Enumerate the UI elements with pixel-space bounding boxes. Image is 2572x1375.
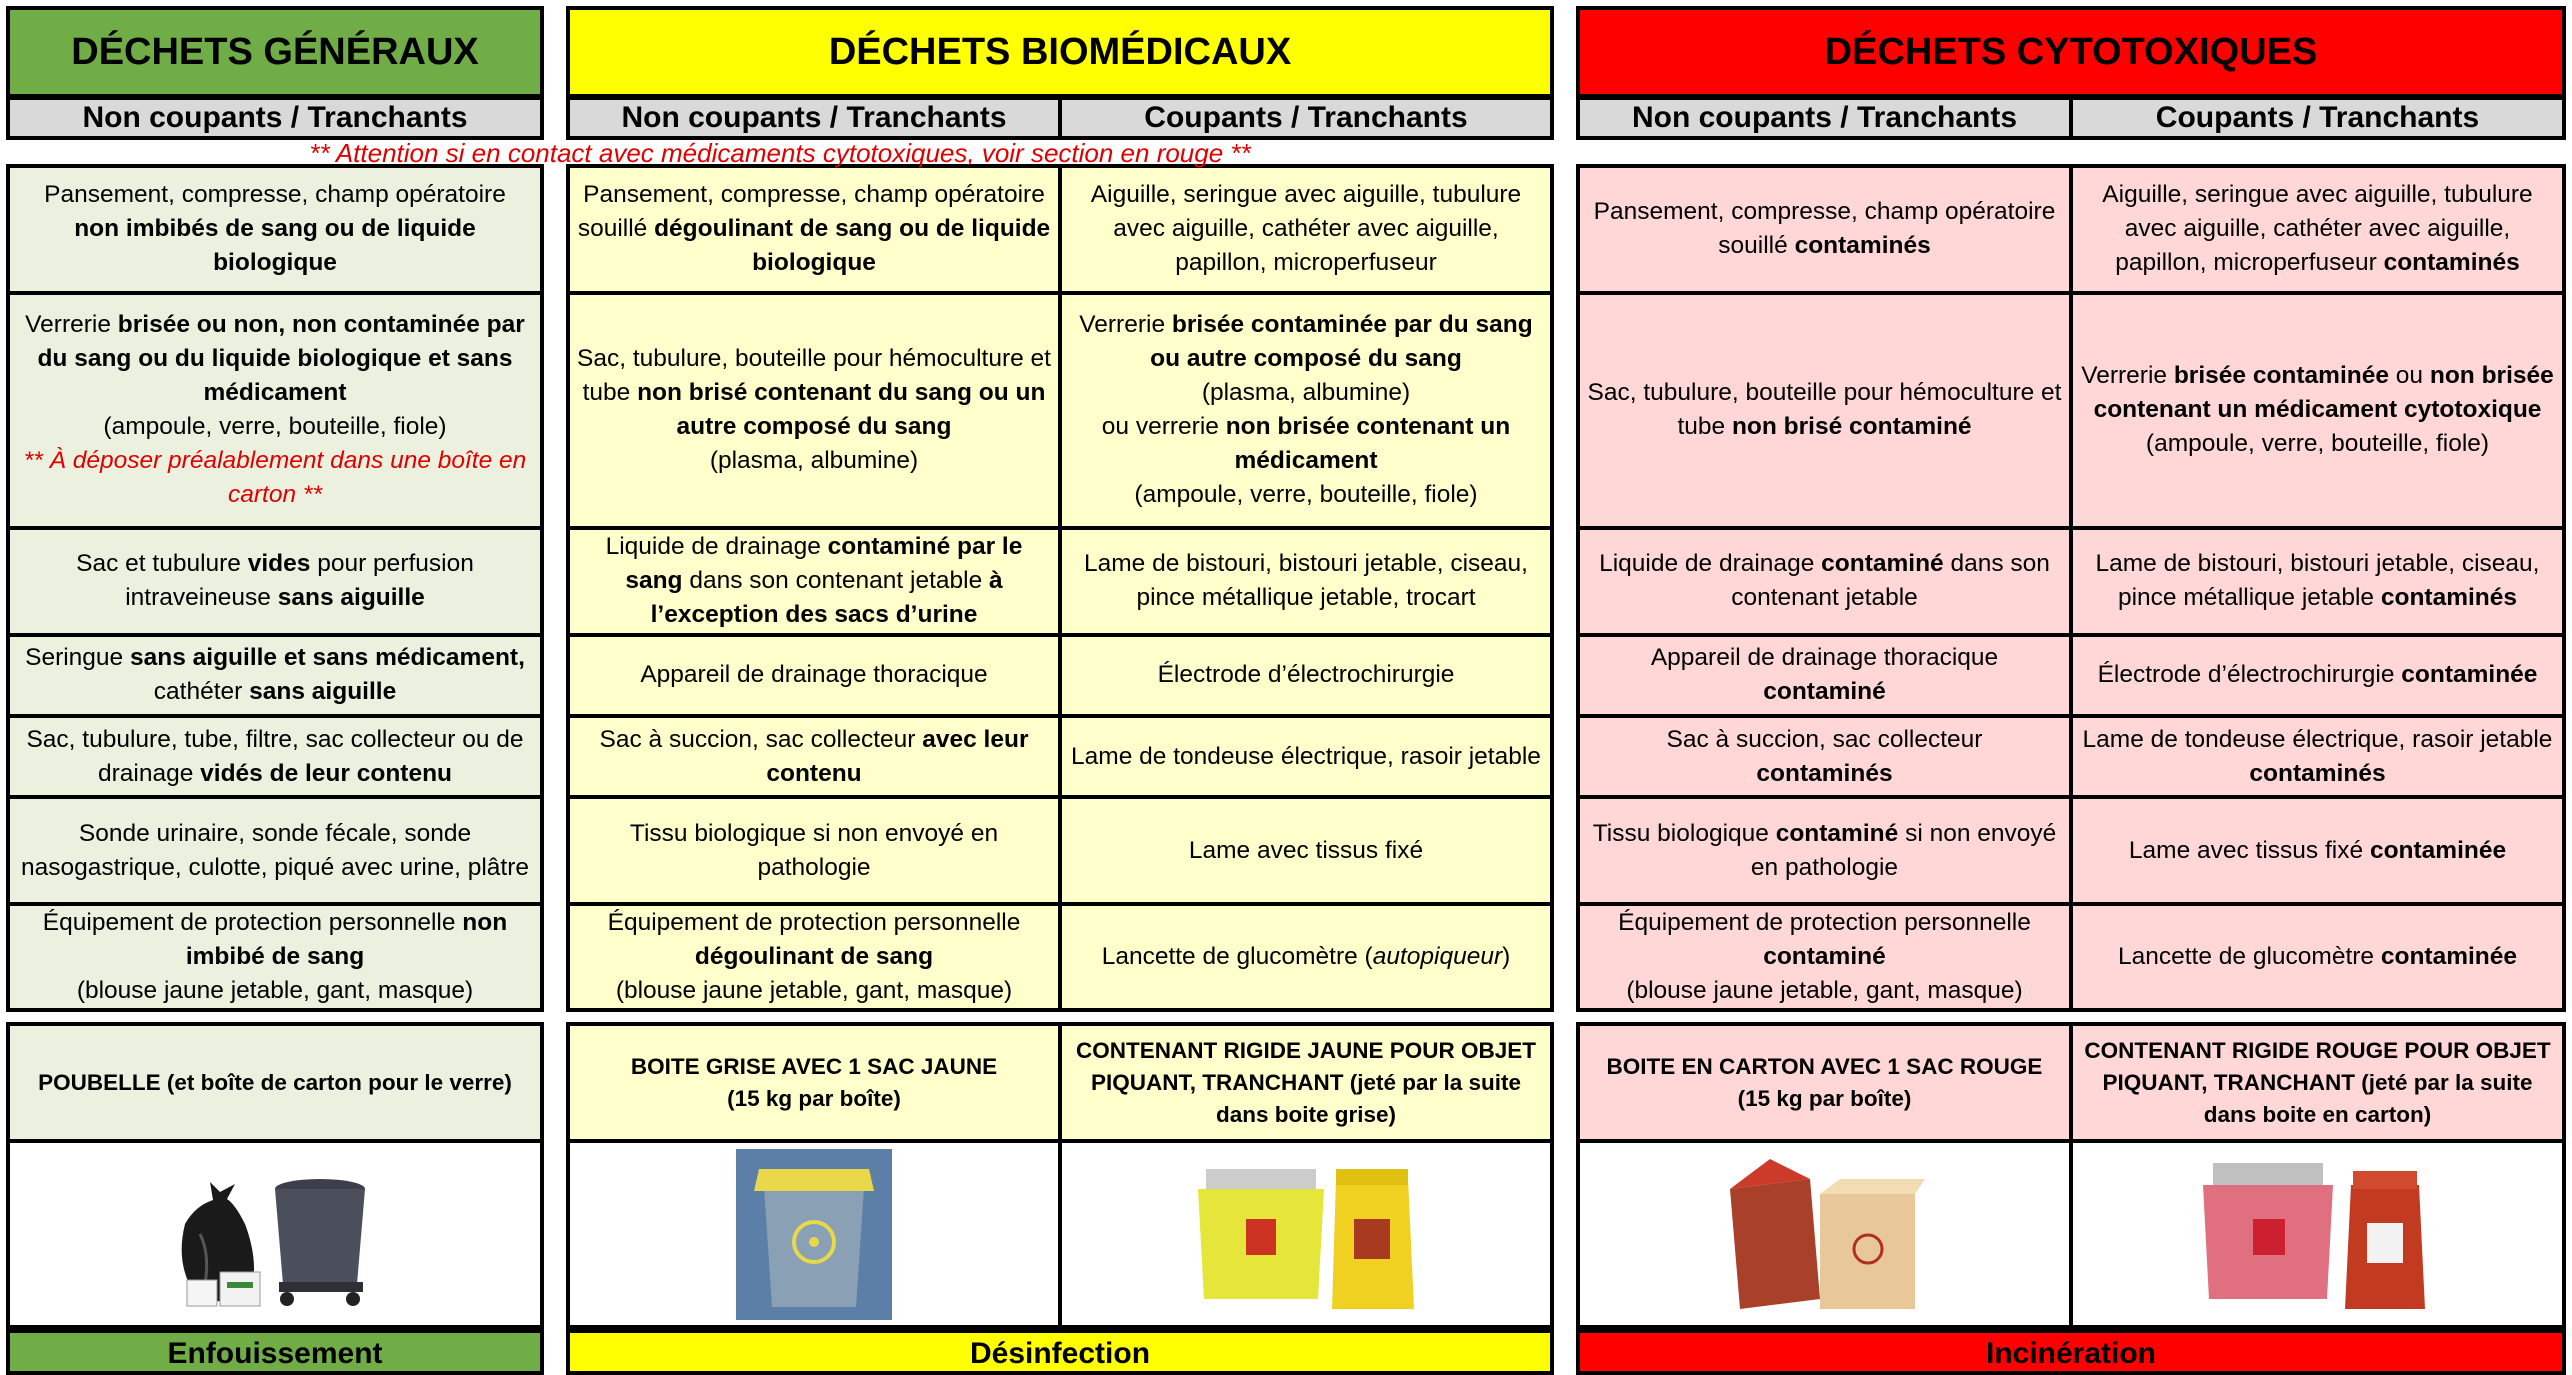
cyto-container: [1576, 1022, 2566, 1143]
general-row: [10, 902, 540, 1008]
bio-items: [566, 164, 1554, 1012]
bio-row: [570, 291, 1550, 526]
bio-sharp-cell: Électrode d’électrochirurgie: [1058, 637, 1550, 714]
cyto-row: [1580, 714, 2562, 795]
cyto-sharp-cell: Lame de bistouri, bistouri jetable, ciseau, pince métallique jetable contaminés: [2069, 530, 2562, 633]
general-row: [10, 168, 540, 291]
cyto-row: [1580, 902, 2562, 1008]
bio-row: [570, 526, 1550, 633]
general-treatment: [6, 1329, 544, 1375]
general-row: [10, 526, 540, 633]
general-cell: Sac, tubulure, tube, filtre, sac collecteur ou de drainage vidés de leur contenu: [26, 725, 524, 787]
cyto-cell: Équipement de protection personnelle contaminé (blouse jaune jetable, gant, masque): [1618, 909, 2031, 1004]
bio-row: [570, 633, 1550, 714]
yellow-sharps-container-image: [1058, 1143, 1550, 1325]
cyto-title: DÉCHETS CYTOTOXIQUES: [1576, 6, 2566, 98]
general-cell: Sac et tubulure vides pour perfusion intraveineuse sans aiguille: [76, 550, 474, 612]
cyto-container-sharps: CONTENANT RIGIDE ROUGE POUR OBJET PIQUANT, TRANCHANT (jeté par la suite dans boite en carton): [2069, 1026, 2562, 1139]
cyto-sharp-cell: Lancette de glucomètre contaminée: [2069, 906, 2562, 1008]
general-image-row: [6, 1139, 544, 1329]
cyto-cell: Tissu biologique contaminé si non envoyé en pathologie: [1592, 819, 2057, 881]
bio-container-box: BOITE GRISE AVEC 1 SAC JAUNE (15 kg par boîte): [630, 1053, 998, 1111]
general-subheader: [6, 96, 544, 140]
cyto-sharp-cell: Lame avec tissus fixé contaminée: [2069, 799, 2562, 902]
cyto-row: [1580, 168, 2562, 291]
cyto-cell: Sac à succion, sac collecteur contaminés: [1666, 725, 1983, 787]
bio-row: [570, 168, 1550, 291]
bio-sharp-cell: Lancette de glucomètre (autopiqueur): [1058, 906, 1550, 1008]
bio-image-row: [566, 1139, 1554, 1329]
general-cell: Pansement, compresse, champ opératoire non imbibés de sang ou de liquide biologique: [44, 181, 506, 277]
general-row: [10, 795, 540, 902]
cyto-row: [1580, 633, 2562, 714]
bio-cell: Appareil de drainage thoracique: [640, 661, 988, 689]
general-cell: Verrerie brisée ou non, non contaminée par du sang ou du liquide biologique et sans médicament (ampoule, verre, bouteille, fiole) ** À déposer préalablement dans une boîte en carton **: [23, 311, 527, 509]
bio-sharp-cell: Lame de tondeuse électrique, rasoir jetable: [1058, 718, 1550, 795]
general-container: [6, 1022, 544, 1143]
cyto-sharp-cell: Aiguille, seringue avec aiguille, tubulure avec aiguille, cathéter avec aiguille, papillon, microperfuseur contaminés: [2069, 168, 2562, 291]
cyto-subheader-noncutting: Non coupants / Tranchants: [1631, 101, 2018, 134]
cyto-row: [1580, 795, 2562, 902]
bio-container: [566, 1022, 1554, 1143]
cyto-sharp-cell: Verrerie brisée contaminée ou non brisée contenant un médicament cytotoxique (ampoule, verre, bouteille, fiole): [2069, 295, 2562, 526]
bio-treatment: [566, 1329, 1554, 1375]
bio-sharp-cell: Lame avec tissus fixé: [1058, 799, 1550, 902]
general-warning-note: ** À déposer préalablement dans une boîte en carton **: [23, 447, 527, 509]
cyto-column: [1576, 0, 2566, 1369]
general-row: [10, 633, 540, 714]
bio-column: [566, 0, 1554, 1369]
bio-cell: Pansement, compresse, champ opératoire souillé dégoulinant de sang ou de liquide biologique: [577, 181, 1051, 277]
trash-bin-image: [10, 1143, 540, 1325]
cyto-treatment: [1576, 1329, 2566, 1375]
bio-subheader: [566, 96, 1554, 140]
general-items: [6, 164, 544, 1012]
general-title: DÉCHETS GÉNÉRAUX: [6, 6, 544, 98]
general-row: [10, 714, 540, 795]
bio-subheader-cutting: Coupants / Tranchants: [1058, 100, 1550, 136]
general-treatment-label: Enfouissement: [167, 1337, 383, 1370]
general-cell: Sonde urinaire, sonde fécale, sonde nasogastrique, culotte, piqué avec urine, plâtre: [20, 819, 530, 881]
bio-cell: Liquide de drainage contaminé par le sang dans son contenant jetable à l’exception des sacs d’urine: [605, 533, 1023, 629]
cyto-image-row: [1576, 1139, 2566, 1329]
bio-cell: Sac à succion, sac collecteur avec leur contenu: [599, 725, 1029, 787]
red-sharps-container-image: [2069, 1143, 2562, 1325]
cyto-items: [1576, 164, 2566, 1012]
bio-treatment-label: Désinfection: [969, 1337, 1151, 1370]
cyto-cell: Liquide de drainage contaminé dans son contenant jetable: [1599, 550, 2050, 612]
bio-subheader-noncutting: Non coupants / Tranchants: [621, 101, 1007, 134]
cyto-sharp-cell: Lame de tondeuse électrique, rasoir jetable contaminés: [2069, 718, 2562, 795]
general-cell: Équipement de protection personnelle non imbibé de sang (blouse jaune jetable, gant, masque): [42, 909, 508, 1004]
bio-cell: Équipement de protection personnelle dégoulinant de sang (blouse jaune jetable, gant, masque): [607, 909, 1021, 1004]
bio-container-sharps: CONTENANT RIGIDE JAUNE POUR OBJET PIQUANT, TRANCHANT (jeté par la suite dans boite grise): [1058, 1026, 1550, 1139]
general-container-label: POUBELLE (et boîte de carton pour le verre): [38, 1069, 512, 1095]
bio-cell: Sac, tubulure, bouteille pour hémoculture et tube non brisé contenant du sang ou un autre composé du sang (plasma, albumine): [577, 345, 1051, 475]
general-cell: Seringue sans aiguille et sans médicament, cathéter sans aiguille: [25, 644, 525, 706]
cyto-treatment-label: Incinération: [1985, 1337, 2157, 1370]
cyto-subheader-cutting: Coupants / Tranchants: [2069, 100, 2562, 136]
bio-title: DÉCHETS BIOMÉDICAUX: [566, 6, 1554, 98]
cyto-sharp-cell: Électrode d’électrochirurgie contaminée: [2069, 637, 2562, 714]
bio-sharp-cell: Lame de bistouri, bistouri jetable, ciseau, pince métallique jetable, trocart: [1058, 530, 1550, 633]
general-column: [6, 0, 544, 1369]
grey-box-image: [570, 1143, 1058, 1325]
bio-sharp-cell: Verrerie brisée contaminée par du sang ou autre composé du sang (plasma, albumine) ou verrerie non brisée contenant un médicament (ampoule, verre, bouteille, fiole): [1058, 295, 1550, 526]
cyto-container-box: BOITE EN CARTON AVEC 1 SAC ROUGE (15 kg par boîte): [1606, 1053, 2043, 1111]
bio-sharp-cell: Aiguille, seringue avec aiguille, tubulure avec aiguille, cathéter avec aiguille, papillon, microperfuseur: [1058, 168, 1550, 291]
cyto-row: [1580, 291, 2562, 526]
general-subheader-label: Non coupants / Tranchants: [82, 101, 468, 134]
bio-row: [570, 714, 1550, 795]
cyto-cell: Appareil de drainage thoracique contaminé: [1650, 644, 1999, 706]
cyto-row: [1580, 526, 2562, 633]
attention-note: ** Attention si en contact avec médicaments cytotoxiques, voir section en rouge **: [309, 138, 1251, 168]
cyto-cell: Pansement, compresse, champ opératoire souillé contaminés: [1593, 198, 2056, 260]
bio-cell: Tissu biologique si non envoyé en pathologie: [629, 819, 999, 881]
general-row: [10, 291, 540, 526]
cardboard-box-image: [1580, 1143, 2069, 1325]
cyto-subheader: [1576, 96, 2566, 140]
bio-row: [570, 902, 1550, 1008]
cyto-cell: Sac, tubulure, bouteille pour hémoculture et tube non brisé contaminé: [1587, 379, 2062, 441]
bio-row: [570, 795, 1550, 902]
